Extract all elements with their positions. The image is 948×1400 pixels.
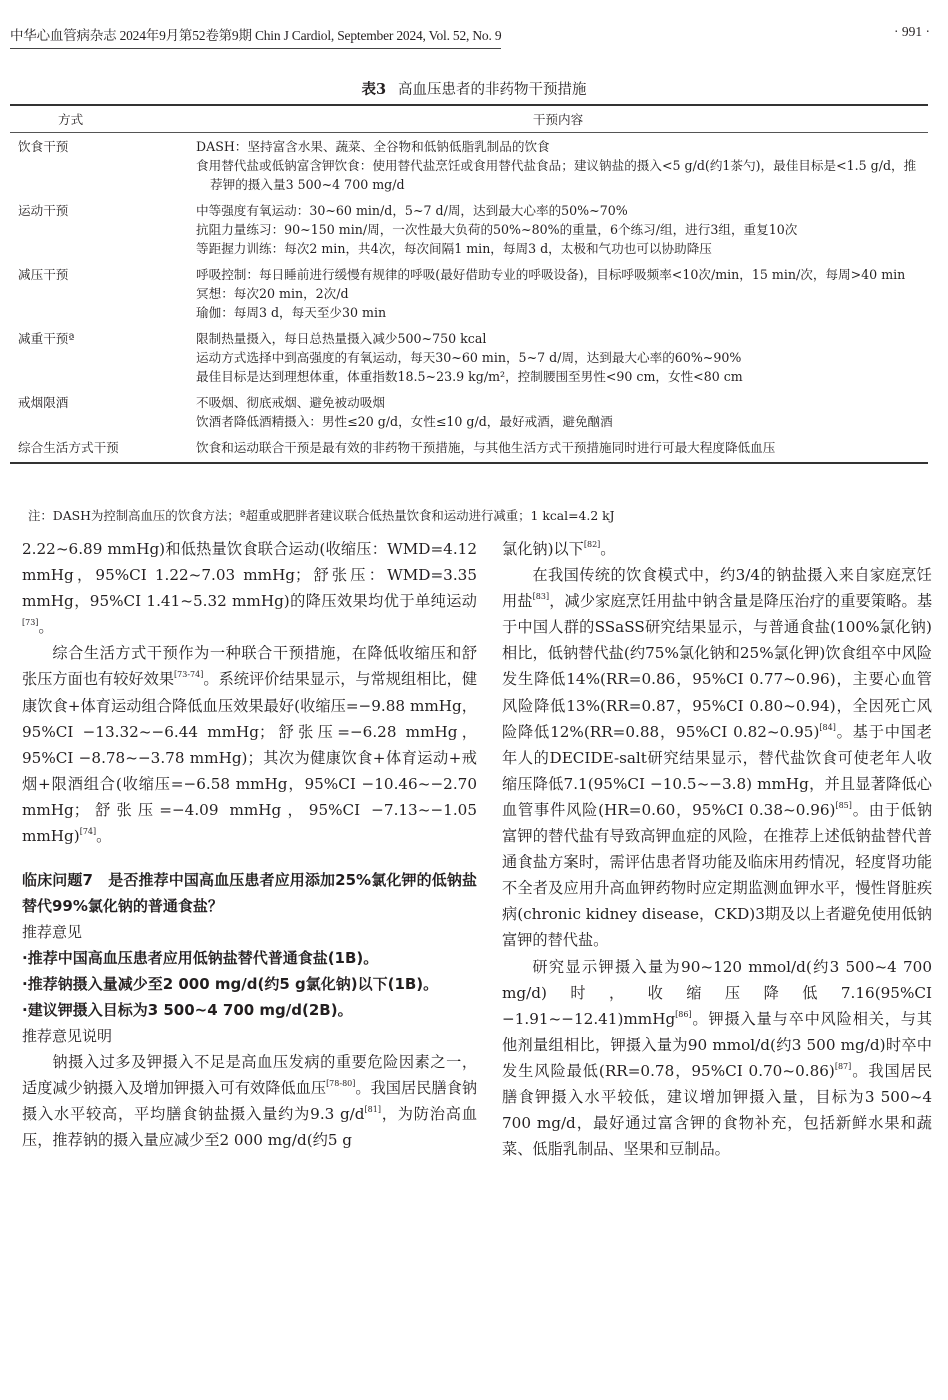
paragraph-text: ，为防治高血压，推荐钠的摄入量应减少至2 000 mg/d(约5 g [22, 1105, 478, 1150]
row-content [188, 389, 928, 434]
row-item: 运动方式选择中到高强度的有氧运动，每天30~60 min，5~7 d/周，达到最大心率的60%~90% [196, 350, 742, 365]
row-method: 戒烟限酒 [18, 395, 69, 410]
citation-ref: [81] [364, 1105, 381, 1115]
citation-ref: [73-74] [174, 670, 204, 680]
recommendation-heading: 推荐意见 [22, 923, 83, 942]
recommendation-item: ·建议钾摄入目标为3 500~4 700 mg/d(2B)。 [22, 1001, 353, 1020]
row-content [188, 434, 928, 463]
citation-ref: [78-80] [326, 1079, 356, 1089]
paragraph-text: 。由于低钠富钾的替代盐有导致高钾血症的风险，在推荐上述低钠盐替代普通食盐方案时，需评估患者肾功能及临床用药情况，轻度肾功能不全者及应用升高血钾药物时应定期监测血钾水平，慢性肾脏疾病(chronic kidney disease，CKD)3期及以上者避免使用低钠富钾的替代盐。 [502, 800, 933, 950]
paragraph-text: 2.22~6.89 mmHg)和低热量饮食联合运动(收缩压：WMD=4.12 mmHg，95%CI 1.22~7.03 mmHg；舒张压：WMD=3.35 mmHg，95%CI 1.41~5.32 mmHg)的降压效果均优于单纯运动 [22, 540, 477, 611]
paragraph-end: 。 [600, 540, 616, 558]
row-content [188, 325, 928, 389]
recommendation-item: ·推荐钠摄入量减少至2 000 mg/d(约5 g氯化钠)以下(1B)。 [22, 975, 439, 994]
table-row [10, 133, 928, 198]
citation-ref: [82] [583, 540, 601, 549]
citation-ref: [74] [79, 827, 97, 837]
paragraph [502, 536, 932, 562]
row-content [188, 197, 928, 261]
clinical-question-heading: 临床问题7 是否推荐中国高血压患者应用添加25%氯化钾的低钠盐替代99%氯化钠的普通食盐？ [22, 871, 477, 916]
table-row [10, 197, 928, 261]
table-header-row [10, 105, 928, 133]
page-number: · 991 · [894, 24, 930, 39]
paragraph-text: 综合生活方式干预作为一种联合干预措施，在降低收缩压和舒张压方面也有较好效果 [22, 644, 477, 689]
intervention-table [10, 104, 928, 464]
citation-ref: [84] [819, 722, 836, 732]
table-label: 表3 [361, 81, 387, 98]
row-item: 不吸烟、彻底戒烟、避免被动吸烟 [196, 395, 385, 410]
paragraph-text: 钠摄入过多及钾摄入不足是高血压发病的重要危险因素之一，适度减少钠摄入及增加钾摄入可有效降低血压 [22, 1053, 477, 1098]
recommendation-item: ·推荐中国高血压患者应用低钠盐替代普通食盐(1B)。 [22, 949, 379, 968]
citation-ref: [73] [22, 618, 39, 628]
row-method: 运动干预 [18, 203, 69, 218]
paragraph [22, 640, 477, 849]
left-column [22, 536, 477, 1154]
row-method: 减重干预ª [18, 331, 75, 346]
paragraph [502, 954, 932, 1163]
table-note: 注：DASH为控制高血压的饮食方法；ª超重或肥胖者建议联合低热量饮食和运动进行减重；1 kcal=4.2 kJ [28, 508, 615, 523]
citation-ref: [85] [835, 800, 852, 810]
row-item: 瑜伽：每周3 d，每天至少30 min [196, 305, 387, 320]
row-item: 食用替代盐或低钠富含钾饮食：使用替代盐烹饪或食用替代盐食品；建议钠盐的摄入<5 g/d(约1茶勺)，最佳目标是<1.5 g/d，推荐钾的摄入量3 500~4 700 mg/d [196, 158, 917, 192]
paragraph-end: 。 [96, 827, 112, 846]
row-method: 综合生活方式干预 [10, 434, 188, 463]
paragraph-text: ，减少家庭烹饪用盐中钠含量是降压治疗的重要策略。基于中国人群的SSaSS研究结果显示，与普通食盐(100%氯化钠)相比，低钠替代盐(约75%氯化钠和25%氯化钾)饮食组卒中风险发生降低14%(RR=0.86，95%CI 0.77~0.96)，主要心血管风险降低13%(RR=0.87，95%CI 0.80~0.94)，全因死亡风险降低12%(RR=0.88，95%CI 0.82~0.95) [502, 592, 933, 741]
right-column [502, 536, 932, 1162]
column-header-method: 方式 [10, 105, 188, 133]
paragraph-text: 。基于中国老年人的DECIDE-salt研究结果显示，替代盐饮食可使老年人收缩压降低7.1(95%CI −10.5~−3.8) mmHg，并且显著降低心血管事件风险(HR=0.60，95%CI 0.38~0.96) [502, 722, 932, 819]
row-item: 呼吸控制：每日睡前进行缓慢有规律的呼吸(最好借助专业的呼吸设备)，目标呼吸频率<10次/min，15 min/次，每周>40 min [196, 267, 906, 282]
paragraph-text: 。钾摄入量与卒中风险相关，与其他剂量组相比，钾摄入量为90 mmol/d(约3 500 mg/d)时卒中发生风险最低(RR=0.78，95%CI 0.70~0.86) [502, 1009, 932, 1080]
paragraph [22, 1049, 477, 1153]
table-row [10, 325, 928, 389]
table-caption [0, 78, 948, 99]
table-row [10, 261, 928, 325]
paragraph-text: 。系统评价结果显示，与常规组相比，健康饮食+体育运动组合降低血压效果最好(收缩压=−9.88 mmHg，95%CI −13.32~−6.44 mmHg；舒张压=−6.28 mmHg，95%CI −8.78~−3.78 mmHg)；其次为健康饮食+体育运动+戒烟+限酒组合(收缩压=−6.58 mmHg，95%CI −10.46~−2.70 mmHg；舒张压=−4.09 mmHg，95%CI −7.13~−1.05 mmHg) [22, 670, 477, 846]
row-item: 等距握力训练：每次2 min，共4次，每次间隔1 min，每周3 d，太极和气功也可以协助降压 [196, 241, 712, 256]
row-item: DASH：坚持富含水果、蔬菜、全谷物和低钠低脂乳制品的饮食 [196, 139, 550, 154]
paragraph [502, 562, 932, 953]
row-item: 限制热量摄入，每日总热量摄入减少500~750 kcal [196, 331, 487, 346]
table-row [10, 389, 928, 434]
paragraph-text: 研究显示钾摄入量为90~120 mmol/d(约3 500~4 700 mg/d)时，收缩压降低7.16(95%CI −1.91~−12.41)mmHg [502, 957, 932, 1028]
row-method: 饮食干预 [18, 139, 69, 154]
journal-citation: 中华心血管病杂志 2024年9月第52卷第9期 Chin J Cardiol, September 2024, Vol. 52, No. 9 [10, 24, 501, 49]
row-item: 抗阻力量练习：90~150 min/周，一次性最大负荷的50%~80%的重量，6个练习/组，进行3组，重复10次 [196, 222, 798, 237]
row-content [188, 133, 928, 198]
row-item: 冥想：每次20 min，2次/d [196, 286, 349, 301]
citation-ref: [83] [532, 592, 550, 602]
row-item: 最佳目标是达到理想体重，体重指数18.5~23.9 kg/m²，控制腰围至男性<90 cm，女性<80 cm [196, 369, 743, 384]
paragraph [22, 536, 477, 640]
citation-ref: [87] [834, 1061, 852, 1071]
row-item: 饮食和运动联合干预是最有效的非药物干预措施，与其他生活方式干预措施同时进行可最大程度降低血压 [196, 440, 776, 455]
explanation-heading: 推荐意见说明 [22, 1027, 113, 1046]
running-header [10, 24, 930, 46]
paragraph-text: 氯化钠)以下 [502, 540, 584, 558]
paragraph-text: 。我国居民膳食钠摄入水平较高，平均膳食钠盐摄入量约为9.3 g/d [22, 1079, 477, 1124]
row-item: 饮酒者降低酒精摄入：男性≤20 g/d，女性≤10 g/d，最好戒酒，避免酗酒 [196, 414, 613, 429]
paragraph-text: 。我国居民膳食钾摄入水平较低，建议增加钾摄入量，目标为3 500~4 700 mg/d，最好通过富含钾的食物补充，包括新鲜水果和蔬菜、低脂乳制品、坚果和豆制品。 [502, 1061, 933, 1159]
paragraph-end: 。 [38, 618, 54, 637]
paragraph-text: 在我国传统的饮食模式中，约3/4的钠盐摄入来自家庭烹饪用盐 [502, 566, 932, 611]
row-method: 减压干预 [18, 267, 69, 282]
column-header-content: 干预内容 [188, 105, 928, 133]
table-title: 高血压患者的非药物干预措施 [398, 82, 587, 98]
row-item: 中等强度有氧运动：30~60 min/d，5~7 d/周，达到最大心率的50%~70% [196, 203, 628, 218]
table-row [10, 434, 928, 463]
citation-ref: [86] [675, 1009, 692, 1019]
row-content [188, 261, 928, 325]
